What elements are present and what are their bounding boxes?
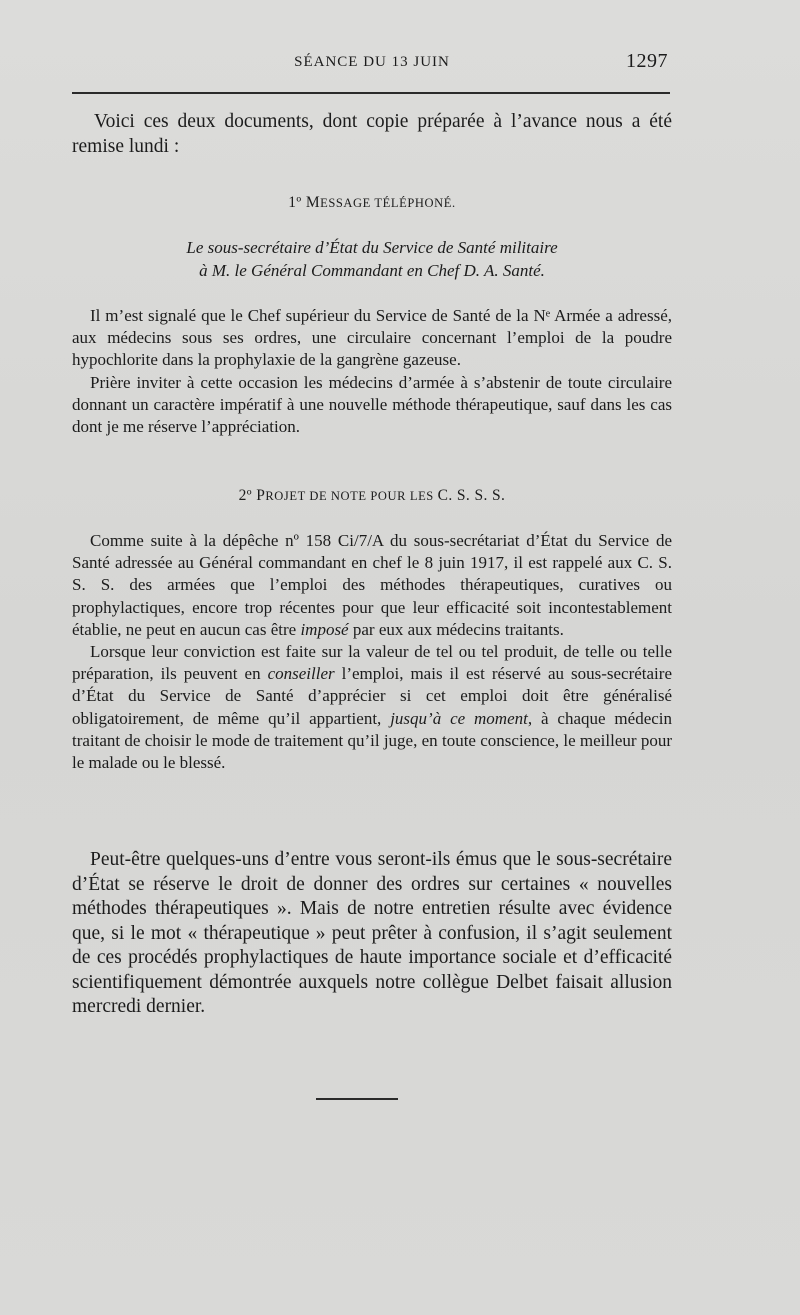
- doc1-address: [72, 236, 672, 282]
- header-rule: [72, 92, 670, 94]
- closing-paragraph: Peut-être quelques-uns d’entre vous seront-ils émus que le sous-secrétaire d’État se réserve le droit de donner des ordres sur certaines « nouvelles méthodes thérapeutiques ». Mais de notre entretien résulte avec évidence que, si le mot « thérapeutique » peut prêter à confusion, il s’agit seulement de ces procédés prophylactiques de haute importance sociale et d’efficacité scientifiquement démontrée auxquels notre collègue Delbet faisait allusion mercredi dernier.: [72, 849, 672, 1017]
- intro-paragraph: Voici ces deux documents, dont copie préparée à l’avance nous a été remise lundi :: [72, 111, 672, 157]
- running-title: SÉANCE DU 13 JUIN: [294, 54, 450, 70]
- running-header: [72, 50, 672, 76]
- doc2-paragraph-1: Comme suite à la dépêche nº 158 Ci/7/A du sous-secrétariat d’État du Service de Santé adressée au Général commandant en chef le 8 juin 1917, il est rappelé aux C. S. S. S. des armées que l’emploi des méthodes thérapeutiques, curatives ou prophylactiques, encore trop récentes pour que leur efficacité soit incontestablement établie, ne peut en aucun cas être imposé par eux aux médecins traitants.: [72, 531, 672, 639]
- doc2-heading: 2º PROJET DE NOTE POUR LES C. S. S. S.: [238, 487, 506, 504]
- end-rule: [316, 1098, 398, 1100]
- address-line-1: Le sous-secrétaire d’État du Service de Santé militaire: [186, 238, 558, 257]
- doc2-body: [72, 530, 672, 774]
- doc2-paragraph-2: Lorsque leur conviction est faite sur la valeur de tel ou tel produit, de telle ou telle préparation, ils peuvent en conseiller l’emploi, mais il est réservé au sous-secrétaire d’État du Service de Santé d’apprécier si cet emploi doit être généralisé obligatoirement, de même qu’il appartient, jusqu’à ce moment, à chaque médecin traitant de choisir le mode de traitement qu’il juge, en toute conscience, le meilleur pour le malade ou le blessé.: [72, 642, 673, 773]
- address-line-2: à M. le Général Commandant en Chef D. A. Santé.: [199, 261, 545, 280]
- doc1-body: [72, 305, 672, 438]
- page-number: 1297: [626, 50, 668, 72]
- doc1-heading: 1º MESSAGE TÉLÉPHONÉ.: [288, 194, 456, 211]
- doc1-paragraph-1: Il m’est signalé que le Chef supérieur du Service de Santé de la Nᵉ Armée a adressé, aux médecins sous ses ordres, une circulaire concernant l’emploi de la poudre hypochlorite dans la prophylaxie de la gangrène gazeuse.: [72, 306, 672, 370]
- doc1-paragraph-2: Prière inviter à cette occasion les médecins d’armée à s’abstenir de toute circulaire donnant un caractère impératif à une nouvelle méthode thérapeutique, sauf dans les cas dont je me réserve l’appréciation.: [72, 372, 672, 437]
